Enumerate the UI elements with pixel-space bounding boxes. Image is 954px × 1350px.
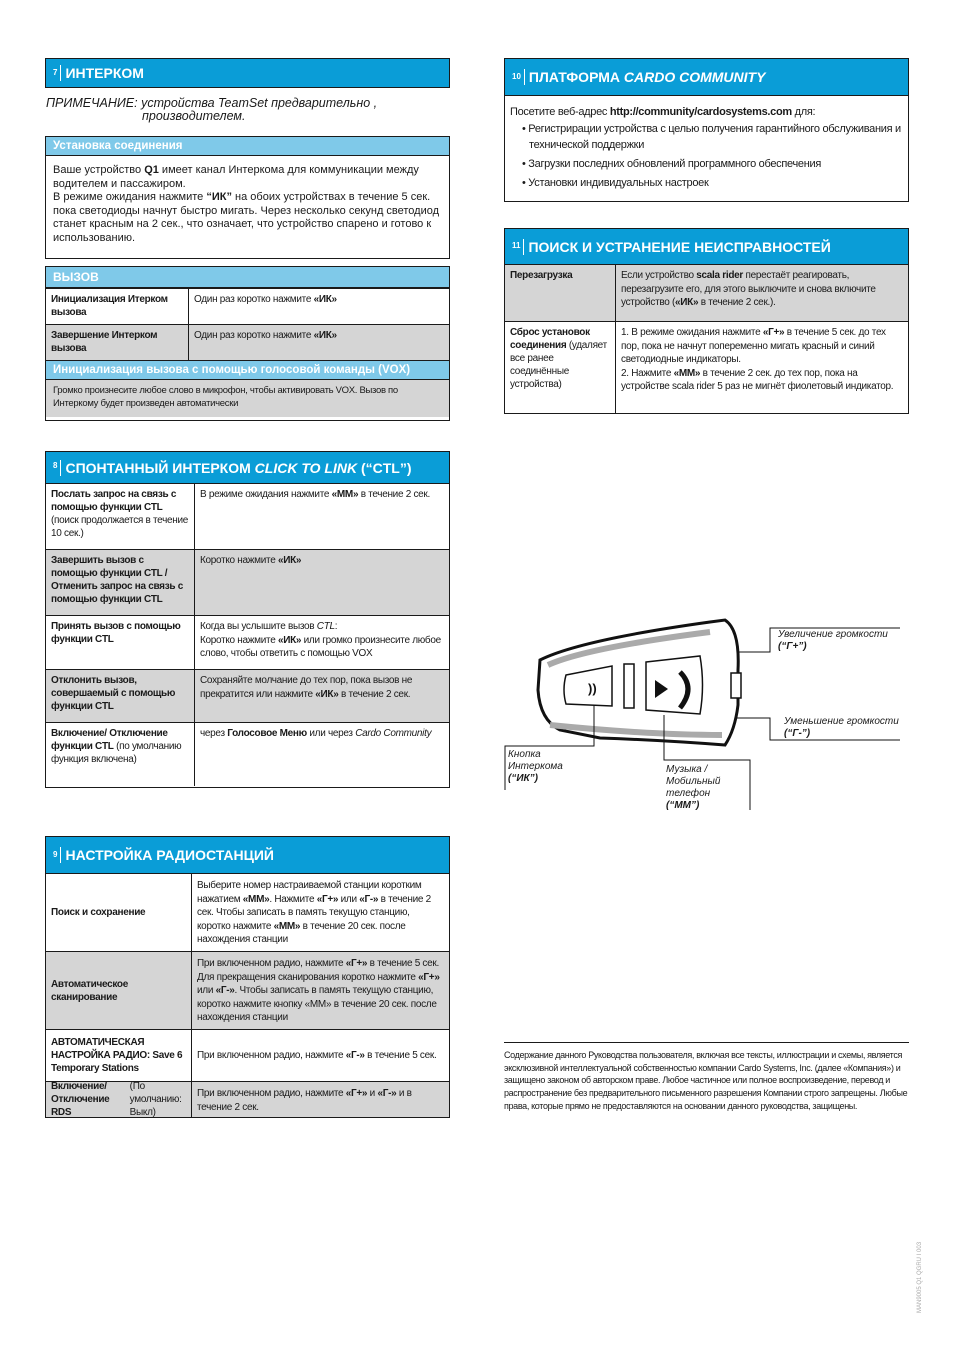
- section-number: 10: [512, 72, 521, 81]
- text-segment: . Нажмите: [269, 893, 317, 905]
- ik-text: Интеркома: [508, 761, 563, 772]
- row-label: [46, 874, 192, 951]
- text-segment: Послать запрос на связь с помощью функции CTL: [51, 489, 177, 513]
- list-item: • Установки индивидуальных настроек: [522, 177, 709, 189]
- text-segment: Включение/Отключение RDS: [51, 1081, 110, 1118]
- section-title-italic: CARDO COMMUNITY: [623, 69, 766, 85]
- section-number: 8: [53, 461, 58, 470]
- text-segment: (поиск продолжается в течение 10 сек.): [51, 515, 189, 539]
- section-title: ПОИСК И УСТРАНЕНИЕ НЕИСПРАВНОСТЕЙ: [528, 238, 831, 255]
- text-segment: и: [367, 1088, 378, 1099]
- row-description: [192, 874, 449, 951]
- text-segment: «ИК»: [675, 297, 699, 308]
- text-segment: «ИК»: [313, 330, 337, 341]
- text-segment: (удаляет все ранее соединённые устройства): [510, 340, 607, 390]
- table-row: [46, 722, 449, 786]
- table-row: [505, 321, 908, 413]
- vol-up-text: Увеличение громкости: [778, 629, 888, 640]
- row-description: [616, 265, 908, 321]
- row-label: [46, 723, 195, 786]
- text-segment: или громко произнесите любое слово, чтобы ответить с помощью VOX: [200, 634, 441, 659]
- text-segment: «ИК»: [313, 294, 337, 305]
- document-code: MAN9005 Q1 QGRU I 003: [917, 1241, 923, 1313]
- section-title-end: (“CTL”): [357, 459, 412, 476]
- text-segment: «Г-»: [215, 985, 235, 996]
- section-11-header: [505, 229, 908, 265]
- section-11: [504, 228, 909, 414]
- row-description: [195, 550, 449, 615]
- text-segment: Когда вы услышите вызов: [200, 621, 317, 632]
- text-segment: перестаёт реагировать, перезагрузите его, для этого выключите и снова включите устройство (: [621, 270, 876, 308]
- text-segment: Принять вызов с помощью функции CTL: [51, 621, 181, 645]
- text-segment: Сброс установок соединения: [510, 327, 590, 351]
- mm-text: Музыка /: [666, 764, 708, 775]
- music-phone-label: [666, 764, 720, 812]
- text-segment: или: [197, 985, 216, 996]
- text-segment: в течение 2 сек. до тех пор, пока на устройстве scala rider 5 раз не мигнёт фиолетовый индикатор.: [621, 367, 894, 392]
- table-row: [46, 615, 449, 669]
- text-segment: через: [200, 728, 228, 739]
- text-segment: В режиме ожидания нажмите: [53, 191, 207, 203]
- section-9: [45, 836, 450, 1118]
- note-line: производителем.: [142, 109, 246, 123]
- text-segment: Посетите веб-адрес: [510, 106, 610, 118]
- row-description: [616, 322, 908, 413]
- vol-down-label: [784, 716, 899, 740]
- text-segment: в течение 2 сек.: [338, 688, 411, 700]
- table-row: [46, 549, 449, 615]
- text-segment: «Г+»: [316, 893, 339, 905]
- section-10: [504, 58, 909, 202]
- table-row: [46, 1029, 449, 1081]
- text-segment: Завершение Интерком вызова: [51, 330, 158, 354]
- text-segment: в течение 2 сек. Чтобы записать в память текущую станцию, коротко нажмите: [197, 893, 431, 932]
- list-item: • Загрузки последних обновлений программного обеспечения: [522, 158, 821, 170]
- row-description: [195, 723, 449, 786]
- text-segment: имеет канал Интеркома для коммуникации между водителем и пассажиром.: [53, 164, 419, 190]
- row-description: [192, 1030, 449, 1081]
- row-description: [195, 484, 449, 549]
- text-segment: scala rider: [696, 270, 743, 281]
- text-segment: «Г+»: [762, 327, 785, 338]
- vox-title: Инициализация вызова с помощью голосовой команды (VOX): [46, 360, 449, 380]
- table-row: [46, 874, 449, 951]
- text-segment: Q1: [144, 164, 159, 176]
- table-row: [505, 265, 908, 321]
- setup-title: Установка соединения: [46, 137, 449, 156]
- device-diagram: [500, 610, 910, 820]
- section-title: ИНТЕРКОМ: [65, 65, 144, 81]
- section-8-header: [46, 452, 449, 484]
- section-10-header: [505, 59, 908, 96]
- row-label: [46, 1082, 192, 1117]
- text-segment: 1. В режиме ожидания нажмите: [621, 327, 763, 338]
- row-label: [46, 484, 195, 549]
- vol-down-key: (“Г-”): [784, 728, 811, 739]
- table-row: [46, 288, 449, 324]
- text-segment: Поиск и сохранение: [51, 907, 146, 918]
- list-item: • Регистрирации устройства с целью получения гарантийного обслуживания и технической поддержки: [522, 123, 901, 151]
- text-segment: Выберите номер настраиваемой станции коротким нажатием: [197, 880, 422, 905]
- vox-text: Громко произнесите любое слово в микрофон, чтобы активировать VOX. Вызов по Интеркому будет произведен автоматически: [46, 380, 449, 417]
- call-box: [45, 266, 450, 421]
- text-segment: :: [334, 621, 338, 632]
- text-segment: «ММ»: [331, 489, 359, 500]
- row-label: [46, 325, 189, 360]
- row-label: [46, 289, 189, 324]
- section-8: [45, 451, 450, 788]
- setup-paragraph: [53, 191, 442, 245]
- table-row: [46, 484, 449, 549]
- section-title: НАСТРОЙКА РАДИОСТАНЦИЙ: [65, 847, 274, 863]
- text-segment: Завершить вызов с помощью функции CTL / Отменить запрос на связь с помощью функции CTL: [51, 555, 183, 605]
- text-segment: в течение 20 сек. после нахождения станции: [197, 920, 406, 945]
- text-segment: «ИК»: [315, 688, 339, 700]
- table-row: [46, 324, 449, 360]
- text-segment: (По умолчанию: Выкл): [129, 1081, 182, 1118]
- section-7-header: [45, 58, 450, 88]
- text-segment: «Г+»: [345, 1088, 368, 1099]
- vol-up-label: [778, 629, 888, 653]
- intercom-button-label: [508, 749, 563, 785]
- text-segment: . Чтобы записать в память текущую станцию, коротко нажмите кнопку «ММ» в течение 20 сек. после нахождения станции: [197, 985, 437, 1023]
- row-label: [46, 952, 192, 1029]
- text-segment: Перезагрузка: [510, 270, 573, 281]
- call-title: ВЫЗОВ: [46, 267, 449, 288]
- vol-down-text: Уменьшение громкости: [784, 716, 899, 727]
- row-label: [46, 670, 195, 722]
- text-segment: «ММ»: [673, 367, 701, 379]
- text-segment: АВТОМАТИЧЕСКАЯ НАСТРОЙКА РАДИО: Save 6 Temporary Stations: [51, 1037, 183, 1074]
- text-segment: При включенном радио, нажмите: [197, 958, 346, 969]
- note: [46, 97, 377, 123]
- row-description: [189, 289, 449, 324]
- text-segment: При включенном радио, нажмите: [197, 1088, 346, 1099]
- ik-key: (“ИК”): [508, 773, 538, 784]
- note-line: ПРИМЕЧАНИЕ: устройства TeamSet предварительно ,: [46, 96, 378, 110]
- section-number: 11: [512, 241, 521, 250]
- section-title: СПОНТАННЫЙ ИНТЕРКОМ: [65, 459, 255, 476]
- text-segment: Голосовое Меню: [227, 728, 307, 739]
- text-segment: «Г+»: [345, 958, 368, 969]
- text-segment: или: [338, 893, 360, 905]
- text-segment: в течение 2 сек.).: [698, 297, 776, 308]
- table-row: [46, 669, 449, 722]
- section-number: 7: [53, 68, 58, 77]
- svg-text:)): )): [588, 681, 597, 696]
- row-description: [192, 1082, 449, 1117]
- text-segment: Коротко нажмите: [200, 634, 278, 646]
- text-segment: Сохраняйте молчание до тех пор, пока вызов не прекратится или нажмите: [200, 675, 413, 700]
- section-title: ПЛАТФОРМА: [528, 69, 624, 85]
- copyright-text: Содержание данного Руководства пользователя, включая все тексты, иллюстрации и схемы, является эксклюзивной интеллектуальной собственностью компании Cardo Systems, Inc. (далее «Компания») и защищено законом об авторском праве. Любое частичное или полное воспроизведение, перевод и распространение без предварительного письменного разрешения Компании строго запрещены. Любые права, которые прямо не предоставляются на основании данного руководства, защищены.: [504, 1050, 908, 1111]
- text-segment: При включенном радио, нажмите: [197, 1050, 346, 1061]
- text-segment: http://community/cardosystems.com: [609, 106, 792, 118]
- text-segment: в течение 2 сек.: [358, 489, 430, 500]
- row-label: [46, 1030, 192, 1081]
- text-segment: на обоих устройствах в течение 5 сек. пока светодиоды начнут быстро мигать. Через несколько секунд светодиод станет красным на 2 сек., что означает, что устройство спарено и готово к использованию.: [53, 191, 440, 244]
- mm-text: Мобильный: [666, 776, 721, 787]
- intro: [510, 103, 903, 121]
- row-description: [189, 325, 449, 360]
- text-segment: «Г-»: [359, 893, 379, 905]
- text-segment: Отклонить вызов, совершаемый с помощью функции CTL: [51, 675, 176, 712]
- text-segment: «Г-»: [377, 1088, 397, 1099]
- table-row: [46, 951, 449, 1029]
- ik-text: Кнопка: [508, 749, 541, 760]
- text-segment: Коротко нажмите: [200, 555, 278, 566]
- text-segment: Cardo Community: [355, 728, 432, 739]
- mm-key: (“ММ”): [666, 800, 700, 811]
- text-segment: Включение/ Отключение функции CTL: [51, 728, 168, 752]
- text-segment: в течение 5 сек.: [364, 1050, 437, 1061]
- text-segment: «ММ»: [242, 893, 270, 905]
- row-label: [46, 550, 195, 615]
- setup-box: [45, 136, 450, 259]
- text-segment: «ИК»: [277, 555, 302, 566]
- row-description: [192, 952, 449, 1029]
- text-segment: в течение 5 сек. Для прекращения сканирования коротко нажмите: [197, 958, 439, 983]
- vol-up-key: (“Г+”): [778, 641, 807, 652]
- text-segment: CTL: [316, 621, 335, 632]
- row-label: [505, 265, 616, 321]
- mm-text: телефон: [666, 788, 711, 799]
- row-label: [505, 322, 616, 413]
- text-segment: Если устройство: [621, 270, 697, 281]
- section-number: 9: [53, 850, 58, 859]
- table-row: [46, 1081, 449, 1117]
- text-segment: в течение 5 сек. до тех пор, пока не начнут попеременно мигать красный и синий светодиодные индикаторы.: [621, 327, 886, 365]
- footer-divider: [504, 1042, 909, 1043]
- text-segment: Один раз коротко нажмите: [194, 294, 314, 305]
- text-segment: Автоматическое сканирование: [51, 978, 128, 1003]
- text-segment: и в течение 2 сек.: [197, 1088, 412, 1113]
- section-title-italic: CLICK TO LINK: [254, 459, 358, 476]
- text-segment: «ММ»: [273, 920, 301, 932]
- row-description: [195, 670, 449, 722]
- text-segment: (по умолчанию функция включена): [51, 741, 182, 765]
- text-segment: «Г-»: [345, 1050, 365, 1061]
- text-segment: «ИК»: [277, 634, 302, 646]
- text-segment: Инициализация Итерком вызова: [51, 294, 168, 318]
- row-label: [46, 616, 195, 669]
- text-segment: или через: [306, 728, 356, 739]
- text-segment: Ваше устройство: [53, 164, 145, 176]
- text-segment: для:: [791, 106, 816, 118]
- text-segment: «Г+»: [418, 971, 440, 983]
- text-segment: В режиме ожидания нажмите: [200, 489, 332, 500]
- setup-paragraph: [53, 164, 442, 191]
- text-segment: 2. Нажмите: [621, 367, 674, 379]
- text-segment: “ИК”: [206, 191, 232, 203]
- section-9-header: [46, 837, 449, 874]
- row-description: [195, 616, 449, 669]
- text-segment: Один раз коротко нажмите: [194, 330, 314, 341]
